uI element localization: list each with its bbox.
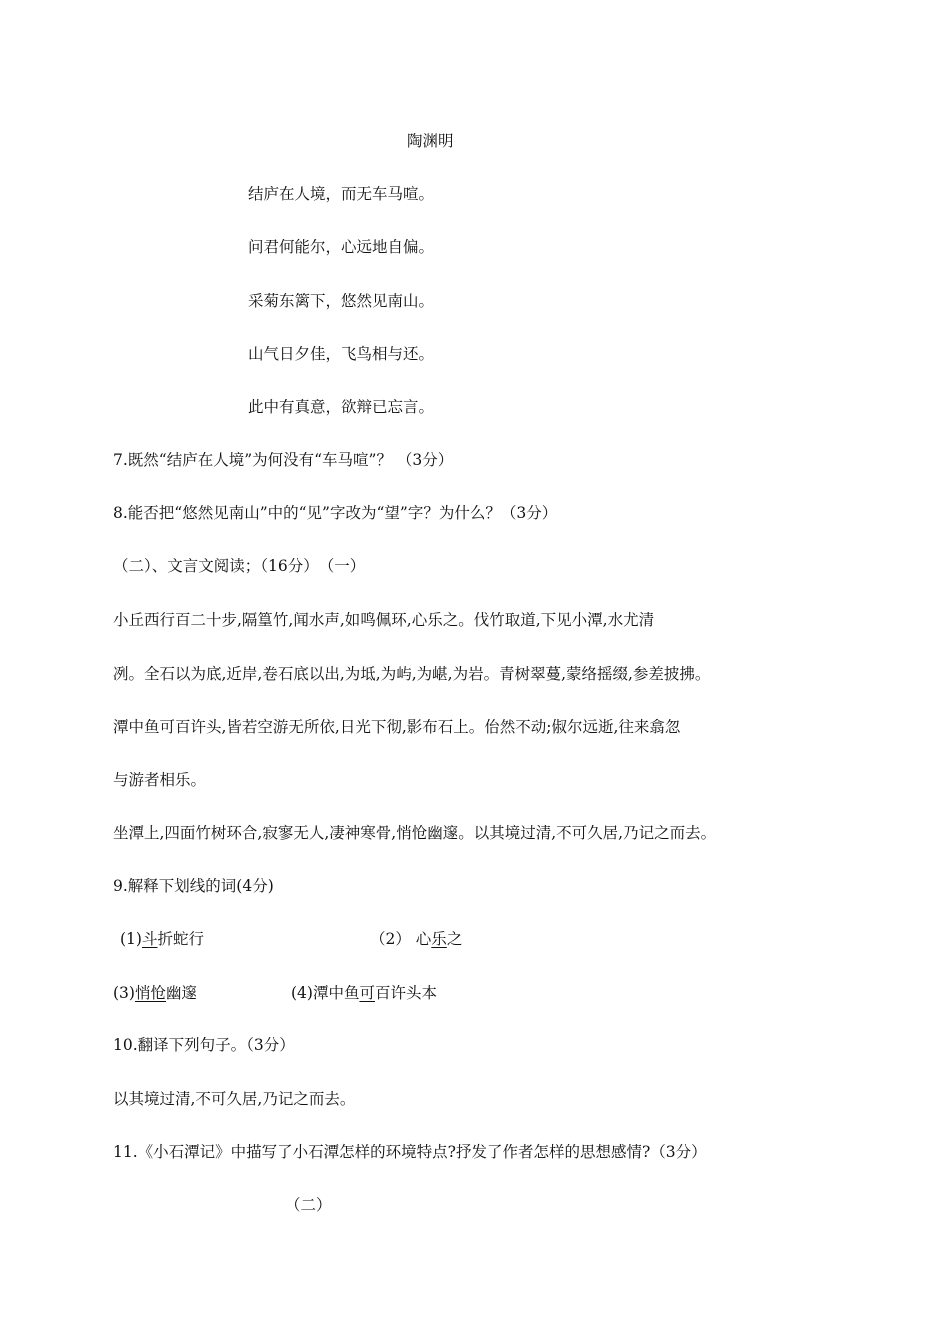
passage-line: 潭中鱼可百许头,皆若空游无所依,日光下彻,影布石上。佁然不动;俶尔远逝,往来翕忽 (113, 718, 681, 736)
subsection-heading: （二） (285, 1196, 332, 1214)
vocab-item-4 (291, 983, 437, 1003)
poem-line: 山气日夕佳，飞鸟相与还。 (248, 345, 435, 363)
vocab-item-suffix: 百许头本 (374, 984, 437, 1002)
poem-line: 采菊东篱下，悠然见南山。 (248, 292, 435, 310)
vocab-item-suffix: 幽邃 (165, 984, 197, 1002)
question-11: 11.《小石潭记》中描写了小石潭怎样的环境特点?抒发了作者怎样的思想感情?（3分） (113, 1143, 707, 1161)
vocab-item-2 (370, 929, 462, 949)
vocab-item-suffix: 折蛇行 (157, 930, 204, 948)
poem-line: 结庐在人境，而无车马喧。 (248, 185, 435, 203)
vocab-item-1 (120, 929, 204, 949)
translate-sentence: 以其境过清,不可久居,乃记之而去。 (113, 1090, 356, 1108)
vocab-item-suffix: 之 (446, 930, 463, 948)
vocab-item-3 (113, 983, 197, 1003)
section-heading: （二）、文言文阅读；（16分） （一） (113, 557, 366, 575)
underlined-word: 可 (359, 984, 375, 1002)
passage-line: 与游者相乐。 (113, 771, 207, 789)
passage-line: 小丘西行百二十步,隔篁竹,闻水声,如鸣佩环,心乐之。伐竹取道,下见小潭,水尤清 (113, 611, 655, 629)
vocab-item-prefix: (4)潭中鱼 (291, 984, 360, 1002)
question-10: 10.翻译下列句子。（3分） (113, 1036, 295, 1054)
underlined-word: 乐 (431, 930, 447, 948)
passage-line: 冽。全石以为底,近岸,卷石底以出,为坻,为屿,为嵁,为岩。青树翠蔓,蒙络摇缀,参差披拂。 (113, 665, 711, 683)
question-7: 7.既然“结庐在人境”为何没有“车马喧”？ （3分） (113, 451, 454, 469)
vocab-item-prefix: （2） 心 (370, 930, 432, 948)
vocab-item-prefix: (3) (113, 984, 135, 1002)
underlined-word: 斗 (141, 930, 158, 948)
underlined-word: 悄怆 (134, 984, 166, 1002)
poem-line: 此中有真意，欲辩已忘言。 (248, 398, 435, 416)
poem-author: 陶渊明 (407, 132, 454, 150)
vocab-item-prefix: (1) (120, 930, 142, 948)
poem-line: 问君何能尔，心远地自偏。 (248, 238, 435, 256)
question-8: 8.能否把“悠然见南山”中的“见”字改为“望”字？为什么？（3分） (113, 504, 558, 522)
question-9: 9.解释下划线的词(4分) (113, 877, 274, 895)
passage-line: 坐潭上,四面竹树环合,寂寥无人,凄神寒骨,悄怆幽邃。以其境过清,不可久居,乃记之而去。 (113, 824, 717, 842)
